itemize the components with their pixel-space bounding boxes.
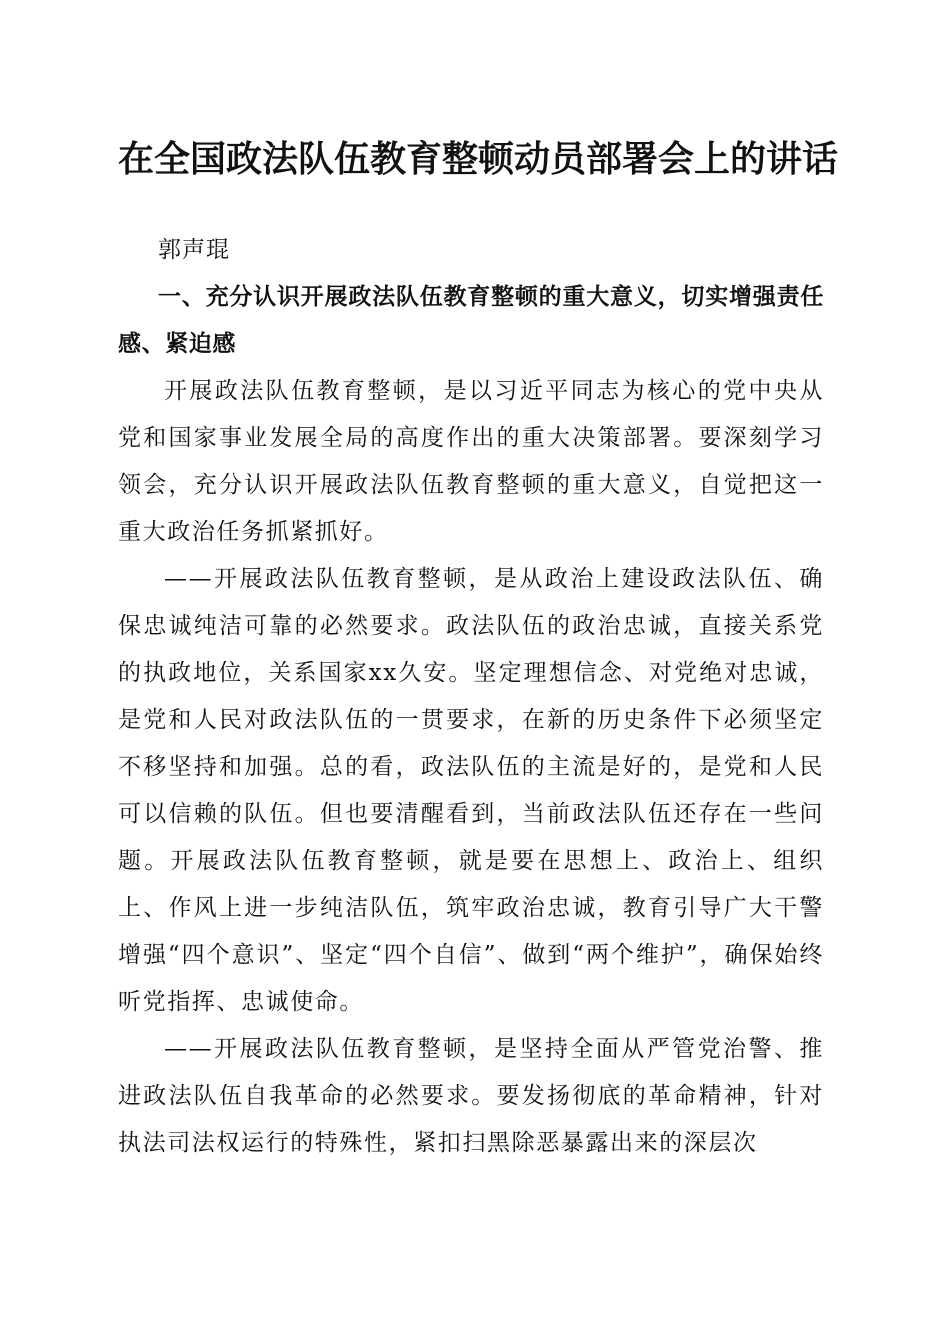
document-page	[118, 0, 839, 1344]
section-heading: 一、充分认识开展政法队伍教育整顿的重大意义，切实增强责任感、紧迫感	[118, 284, 824, 357]
body-paragraph: ——开展政法队伍教育整顿，是坚持全面从严管党治警、推进政法队伍自我革命的必然要求。要发扬彻底的革命精神，针对执法司法权运行的特殊性，紧扣扫黑除恶暴露出来的深层次	[118, 1036, 824, 1156]
body-paragraph: 开展政法队伍教育整顿，是以习近平同志为核心的党中央从党和国家事业发展全局的高度作出的重大决策部署。要深刻学习领会，充分认识开展政法队伍教育整顿的重大意义，自觉把这一重大政治任务抓紧抓好。	[118, 378, 824, 545]
author-name: 郭声琨	[158, 237, 230, 263]
body-paragraph: ——开展政法队伍教育整顿，是从政治上建设政法队伍、确保忠诚纯洁可靠的必然要求。政法队伍的政治忠诚，直接关系党的执政地位，关系国家xx久安。坚定理想信念、对党绝对忠诚，是党和人民对政法队伍的一贯要求，在新的历史条件下必须坚定不移坚持和加强。总的看，政法队伍的主流是好的，是党和人民可以信赖的队伍。但也要清醒看到，当前政法队伍还存在一些问题。开展政法队伍教育整顿，就是要在思想上、政治上、组织上、作风上进一步纯洁队伍，筑牢政治忠诚，教育引导广大干警增强“四个意识”、坚定“四个自信”、做到“两个维护”，确保始终听党指挥、忠诚使命。	[118, 566, 824, 1015]
document-title: 在全国政法队伍教育整顿动员部署会上的讲话	[118, 138, 839, 180]
document-body	[118, 227, 824, 1167]
